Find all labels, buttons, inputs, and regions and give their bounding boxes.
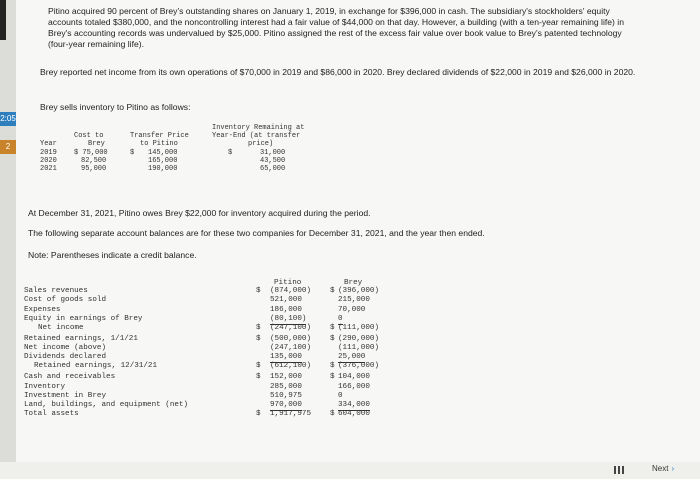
brey-value: (290,000) (338, 334, 380, 343)
brey-dollar: $ (330, 362, 335, 371)
row-label: Cost of goods sold (24, 296, 107, 305)
timer-badge: 2:05 (0, 112, 16, 126)
brey-value: 0 (338, 391, 343, 400)
row-label: Retained earnings, 1/1/21 (24, 334, 138, 343)
inv-header-cost: Cost to (74, 132, 104, 140)
pitino-dollar: $ (256, 410, 261, 419)
brey-dollar: $ (330, 410, 335, 419)
row-label: Land, buildings, and equipment (net) (24, 401, 189, 410)
col-header-pitino: Pitino (274, 279, 302, 287)
next-button[interactable] (652, 464, 674, 473)
pitino-value: (612,100) (270, 362, 312, 371)
row-label: Sales revenues (24, 287, 88, 295)
row-label: Retained earnings, 12/31/21 (34, 362, 158, 371)
brey-value: 104,000 (338, 373, 370, 382)
intro-paragraph-2: Brey reported net income from its own operations of $70,000 in 2019 and $86,000 in 2020. Brey declared dividends of $22,000 in 2019 and $26,000 in 2020. (40, 67, 636, 77)
note-text: Note: Parentheses indicate a credit balance. (28, 250, 197, 260)
chevron-right-icon: › (671, 464, 675, 473)
pitino-value: 1,917,975 (270, 410, 312, 419)
inv-header-yearend: Year-End (at transfer (212, 132, 301, 140)
inv-dollar: $ (130, 149, 135, 157)
pitino-value: 521,000 (270, 296, 302, 305)
footer-bar (0, 462, 700, 479)
pitino-value: (80,100) (270, 315, 306, 325)
brey-value: (376,000) (338, 362, 380, 371)
brey-value: (396,000) (338, 287, 380, 295)
row-label: Investment in Brey (24, 391, 107, 400)
brey-value: 70,000 (338, 305, 366, 314)
brey-value: 25,000 (338, 353, 365, 363)
pitino-value: 510,975 (270, 391, 302, 400)
left-edge (0, 0, 6, 40)
row-label: Total assets (24, 410, 79, 419)
brey-value: (111,000) (338, 324, 380, 333)
pitino-value: (247,100) (270, 343, 312, 352)
inv-remaining: 65,000 (260, 165, 286, 173)
inv-cost: 95,000 (81, 165, 107, 173)
inv-dollar: $ (228, 149, 233, 157)
inv-header-brey: Brey (88, 140, 105, 148)
row-label: Dividends declared (24, 353, 107, 362)
inv-header-price: price) (248, 140, 274, 148)
left-sidebar (0, 0, 16, 479)
col-header-brey: Brey (344, 279, 363, 287)
inv-cost: 82,500 (81, 157, 107, 165)
row-label: Inventory (24, 382, 66, 391)
inv-header-remaining: Inventory Remaining at (212, 124, 305, 132)
inv-cost: $ 75,000 (74, 149, 108, 157)
pitino-value: 186,000 (270, 305, 302, 314)
inv-year: 2019 (40, 149, 57, 157)
pitino-dollar: $ (256, 373, 261, 382)
owes-text: At December 31, 2021, Pitino owes Brey $22,000 for inventory acquired during the period. (28, 208, 371, 218)
brey-dollar: $ (330, 373, 335, 382)
brey-value: (111,000) (338, 343, 380, 352)
grid-icon[interactable] (614, 466, 624, 474)
pitino-value: 135,000 (270, 353, 302, 363)
brey-value: 604,000 (338, 410, 370, 419)
pitino-value: 285,000 (270, 382, 302, 391)
inv-header-topitino: to Pitino (140, 140, 178, 148)
next-label: Next (652, 464, 669, 473)
pitino-value: 152,000 (270, 373, 302, 382)
inv-transfer: 165,000 (148, 157, 178, 165)
pitino-dollar: $ (256, 334, 261, 343)
row-label: Cash and receivables (24, 373, 116, 382)
row-label: Expenses (24, 305, 61, 314)
brey-dollar: $ (330, 334, 335, 343)
row-label: Net income (38, 324, 84, 333)
intro-paragraph-3: Brey sells inventory to Pitino as follows: (40, 102, 191, 112)
brey-value: 334,000 (338, 401, 370, 411)
intro-paragraph-1: Pitino acquired 90 percent of Brey's outstanding shares on January 1, 2019, in exchange for $396,000 in cash. The subsidiary's stockholders' equity accounts totaled $380,000, and the noncontrolling interest had a fair value of $44,000 on that day. However, a building (with a ten-year remaining life) in Brey's accounting records was undervalued by $25,000. Pitino assigned the rest of the excess fair value over book value to Brey's patented technology (four-year remaining life). (48, 6, 624, 49)
inv-transfer: 190,000 (148, 165, 178, 173)
brey-value: 0 (338, 315, 343, 325)
inv-transfer: 145,000 (148, 149, 178, 157)
inv-year: 2020 (40, 157, 57, 165)
pitino-dollar: $ (256, 287, 261, 295)
inv-remaining: 43,500 (260, 157, 286, 165)
pitino-dollar: $ (256, 324, 261, 333)
pitino-dollar: $ (256, 362, 261, 371)
row-label: Equity in earnings of Brey (24, 314, 143, 323)
pitino-value: (247,100) (270, 324, 312, 333)
pitino-value: (500,000) (270, 334, 312, 343)
inv-header-year: Year (40, 140, 57, 148)
inv-remaining: 31,000 (260, 149, 286, 157)
row-label: Net income (above) (24, 343, 107, 352)
following-text: The following separate account balances are for these two companies for December 31, 2021, and the year then ended. (28, 228, 485, 238)
inv-year: 2021 (40, 165, 57, 173)
pitino-value: (874,000) (270, 287, 312, 295)
brey-dollar: $ (330, 287, 335, 295)
brey-value: 215,000 (338, 296, 370, 305)
pitino-value: 970,000 (270, 401, 302, 411)
inv-header-transfer: Transfer Price (130, 132, 189, 140)
question-number-badge[interactable]: 2 (0, 140, 16, 154)
brey-value: 166,000 (338, 382, 370, 391)
brey-dollar: $ (330, 324, 335, 333)
